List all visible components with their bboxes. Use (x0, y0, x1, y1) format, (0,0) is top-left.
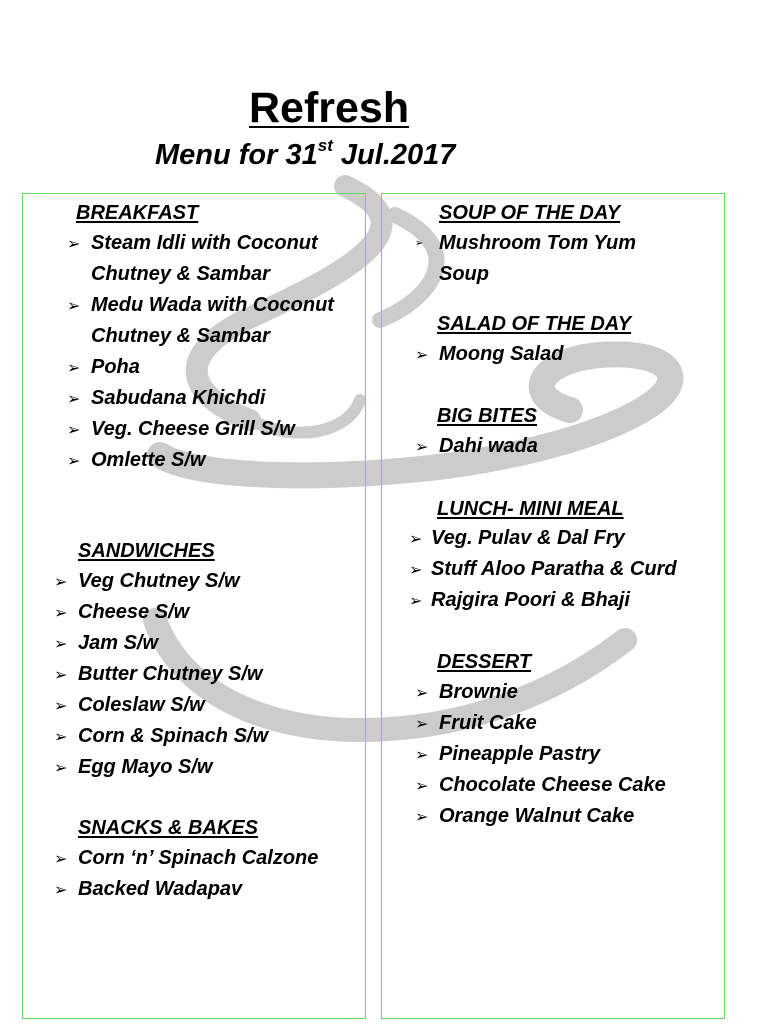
salad-list (415, 339, 705, 370)
section-title-salad: SALAD OF THE DAY (437, 313, 632, 335)
menu-item-label: Egg Mayo S/w (78, 756, 213, 778)
menu-item-label: Omlette S/w (91, 449, 206, 471)
arrowhead-bullet-icon: ➢ (54, 849, 68, 868)
arrowhead-bullet-icon: ➢ (67, 389, 81, 408)
arrowhead-bullet-icon: ➢ (415, 345, 429, 364)
arrowhead-bullet-icon: ➢ (54, 727, 68, 746)
dessert-list (415, 677, 715, 832)
arrowhead-bullet-icon: ➢ (415, 807, 429, 826)
arrowhead-bullet-icon: ➢ (415, 437, 429, 456)
menu-item-label: Backed Wadapav (78, 878, 243, 900)
menu-item-label: Medu Wada with Coconut Chutney & Sambar (91, 294, 334, 347)
menu-item (415, 770, 715, 801)
menu-item-label: Stuff Aloo Paratha & Curd (431, 558, 677, 580)
left-menu-column (22, 193, 366, 1019)
menu-item-label: Chocolate Cheese Cake (439, 774, 666, 796)
arrowhead-bullet-icon: ➢ (415, 745, 429, 764)
menu-item (54, 843, 359, 874)
sandwiches-list (54, 566, 354, 783)
section-title-lunch: LUNCH- MINI MEAL (437, 498, 624, 520)
menu-item (415, 708, 715, 739)
arrowhead-bullet-icon: ➢ (409, 560, 423, 579)
arrowhead-bullet-icon: ➢ (409, 591, 423, 610)
arrowhead-bullet-icon: ➢ (67, 420, 81, 439)
arrowhead-bullet-icon: ➢ (67, 451, 81, 470)
menu-date-heading (155, 138, 455, 172)
section-title-sandwiches: SANDWICHES (78, 540, 215, 562)
page-title: Refresh (249, 84, 410, 132)
menu-item (54, 659, 354, 690)
arrowhead-bullet-icon: ➢ (67, 358, 81, 377)
ordinal-suffix: st (317, 136, 333, 155)
menu-item (54, 752, 354, 783)
arrowhead-bullet-icon: ➢ (54, 880, 68, 899)
menu-item (54, 690, 354, 721)
menu-item-label: Corn & Spinach S/w (78, 725, 269, 747)
menu-item-label: Steam Idli with Coconut Chutney & Sambar (91, 232, 318, 285)
menu-item (67, 445, 357, 476)
section-title-dessert: DESSERT (437, 651, 532, 673)
menu-item-label: Sabudana Khichdi (91, 387, 266, 409)
menu-item-label: Mushroom Tom Yum Soup (439, 232, 637, 285)
menu-item-label: Veg Chutney S/w (78, 570, 240, 592)
right-menu-column (381, 193, 725, 1019)
menu-item (67, 290, 357, 352)
arrowhead-bullet-icon: ➢ (415, 776, 429, 795)
section-title-big-bites: BIG BITES (437, 405, 538, 427)
menu-item-label: Coleslaw S/w (78, 694, 205, 716)
menu-item-label: Rajgira Poori & Bhaji (431, 589, 630, 611)
section-title-soup: SOUP OF THE DAY (439, 202, 621, 224)
menu-item (54, 566, 354, 597)
arrowhead-bullet-icon: ➢ (54, 634, 68, 653)
menu-item (409, 585, 724, 616)
arrowhead-bullet-icon: ➢ (67, 234, 81, 253)
menu-item (415, 431, 705, 462)
arrowhead-bullet-icon: ➢ (415, 714, 429, 733)
breakfast-list (67, 228, 357, 476)
menu-item (54, 597, 354, 628)
menu-item-label: Pineapple Pastry (439, 743, 601, 765)
arrowhead-bullet-icon: ➢ (409, 529, 423, 548)
menu-item (409, 523, 724, 554)
menu-item (67, 228, 357, 290)
menu-item (54, 628, 354, 659)
menu-item (415, 677, 715, 708)
menu-item-label: Dahi wada (439, 435, 538, 457)
subtitle-text: Menu for 31 (155, 139, 318, 171)
menu-item-label: Fruit Cake (439, 712, 537, 734)
arrowhead-bullet-icon: ➢ (54, 696, 68, 715)
arrowhead-bullet-icon: ➢ (415, 238, 424, 249)
big-bites-list (415, 431, 705, 462)
arrowhead-bullet-icon: ➢ (54, 603, 68, 622)
menu-item-label: Butter Chutney S/w (78, 663, 263, 685)
menu-item-label: Veg. Pulav & Dal Fry (431, 527, 625, 549)
menu-item (54, 874, 359, 905)
subtitle-date: Jul.2017 (332, 139, 456, 171)
menu-item-label: Veg. Cheese Grill S/w (91, 418, 295, 440)
menu-item (415, 739, 715, 770)
menu-item (415, 339, 705, 370)
menu-item-label: Moong Salad (439, 343, 564, 365)
menu-item (67, 414, 357, 445)
menu-item (54, 721, 354, 752)
section-title-breakfast: BREAKFAST (76, 202, 199, 224)
menu-item (67, 383, 357, 414)
section-title-snacks-bakes: SNACKS & BAKES (78, 817, 259, 839)
lunch-list (409, 523, 724, 616)
arrowhead-bullet-icon: ➢ (54, 572, 68, 591)
arrowhead-bullet-icon: ➢ (54, 758, 68, 777)
menu-item-label: Jam S/w (78, 632, 159, 654)
menu-item (415, 801, 715, 832)
menu-item-label: Corn ‘n’ Spinach Calzone (78, 847, 319, 869)
menu-item-label: Cheese S/w (78, 601, 190, 623)
arrowhead-bullet-icon: ➢ (67, 296, 81, 315)
menu-item-label: Poha (91, 356, 140, 378)
menu-item-label: Brownie (439, 681, 518, 703)
arrowhead-bullet-icon: ➢ (415, 683, 429, 702)
menu-item-label: Orange Walnut Cake (439, 805, 635, 827)
arrowhead-bullet-icon: ➢ (54, 665, 68, 684)
soup-list (415, 228, 655, 290)
menu-item (67, 352, 357, 383)
snacks-list (54, 843, 359, 905)
menu-item (409, 554, 724, 585)
menu-item (415, 228, 655, 290)
